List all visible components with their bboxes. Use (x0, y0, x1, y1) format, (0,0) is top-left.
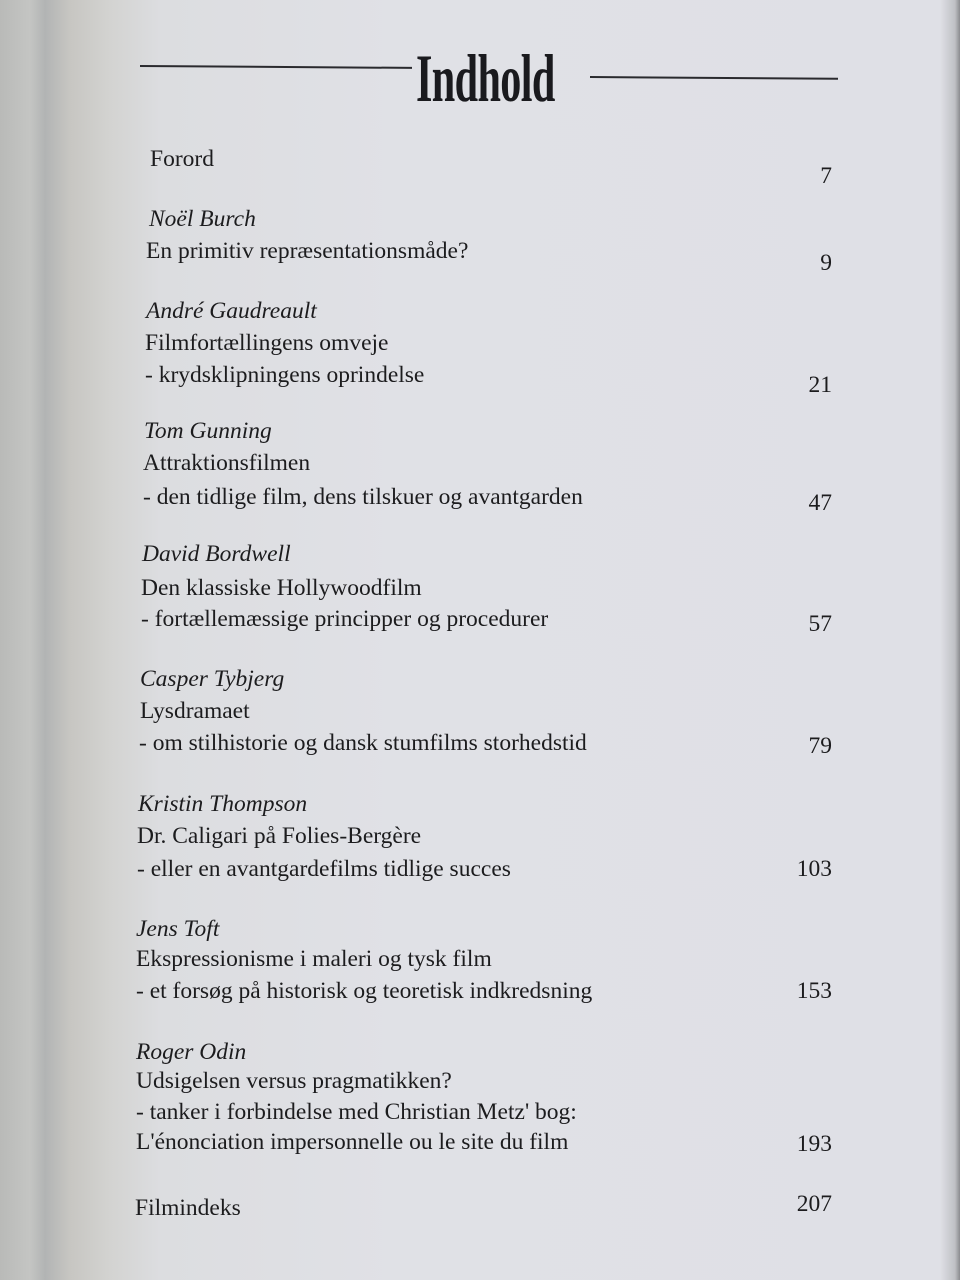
toc-page: 153 (796, 978, 832, 1004)
toc-subtitle: - eller en avantgardefilms tidlige succes (137, 856, 511, 882)
toc-subtitle: - den tidlige film, dens tilskuer og avantgarden (143, 484, 583, 510)
toc-subtitle: - om stilhistorie og dansk stumfilms storhedstid (139, 730, 587, 756)
toc-page: 47 (808, 490, 832, 516)
toc-author: Jens Toft (136, 916, 220, 942)
toc-author: André Gaudreault (146, 298, 317, 324)
toc-page: 57 (808, 611, 832, 637)
toc-title: Forord (150, 146, 214, 172)
toc-author: Roger Odin (136, 1039, 247, 1065)
title-rule-right (590, 76, 838, 80)
toc-author: David Bordwell (142, 541, 291, 567)
toc-title: Den klassiske Hollywoodfilm (141, 575, 422, 601)
toc-author: Tom Gunning (144, 418, 272, 444)
toc-title: Lysdramaet (140, 698, 250, 724)
toc-title: Filmindeks (135, 1195, 241, 1221)
toc-subtitle: - fortællemæssige principper og procedurer (141, 606, 549, 632)
toc-page: 9 (820, 250, 832, 276)
toc-page: 21 (808, 372, 832, 398)
heading (140, 40, 836, 118)
toc-page: 193 (796, 1131, 832, 1157)
toc-subtitle-2: L'énonciation impersonnelle ou le site du film (136, 1129, 569, 1155)
toc-page: 207 (796, 1191, 832, 1217)
toc-title: Dr. Caligari på Folies-Bergère (137, 823, 422, 849)
toc-page: 103 (796, 856, 832, 882)
toc-subtitle: - tanker i forbindelse med Christian Metz' bog: (136, 1099, 577, 1125)
page-title: Indhold (416, 40, 555, 116)
toc-title: En primitiv repræsentationsmåde? (146, 238, 469, 264)
toc-page: 79 (808, 733, 832, 759)
toc-title: Udsigelsen versus pragmatikken? (136, 1068, 452, 1094)
toc-title: Filmfortællingens omveje (145, 330, 389, 356)
toc-author: Casper Tybjerg (140, 666, 285, 692)
toc-author: Kristin Thompson (138, 791, 308, 817)
toc-title: Attraktionsfilmen (143, 450, 311, 476)
title-rule-left (140, 65, 412, 69)
toc-title: Ekspressionisme i maleri og tysk film (136, 946, 492, 972)
toc-page: 7 (820, 163, 832, 189)
toc-author: Noël Burch (149, 206, 256, 232)
toc-subtitle: - et forsøg på historisk og teoretisk indkredsning (136, 978, 593, 1004)
toc-subtitle: - krydsklipningens oprindelse (145, 362, 425, 388)
